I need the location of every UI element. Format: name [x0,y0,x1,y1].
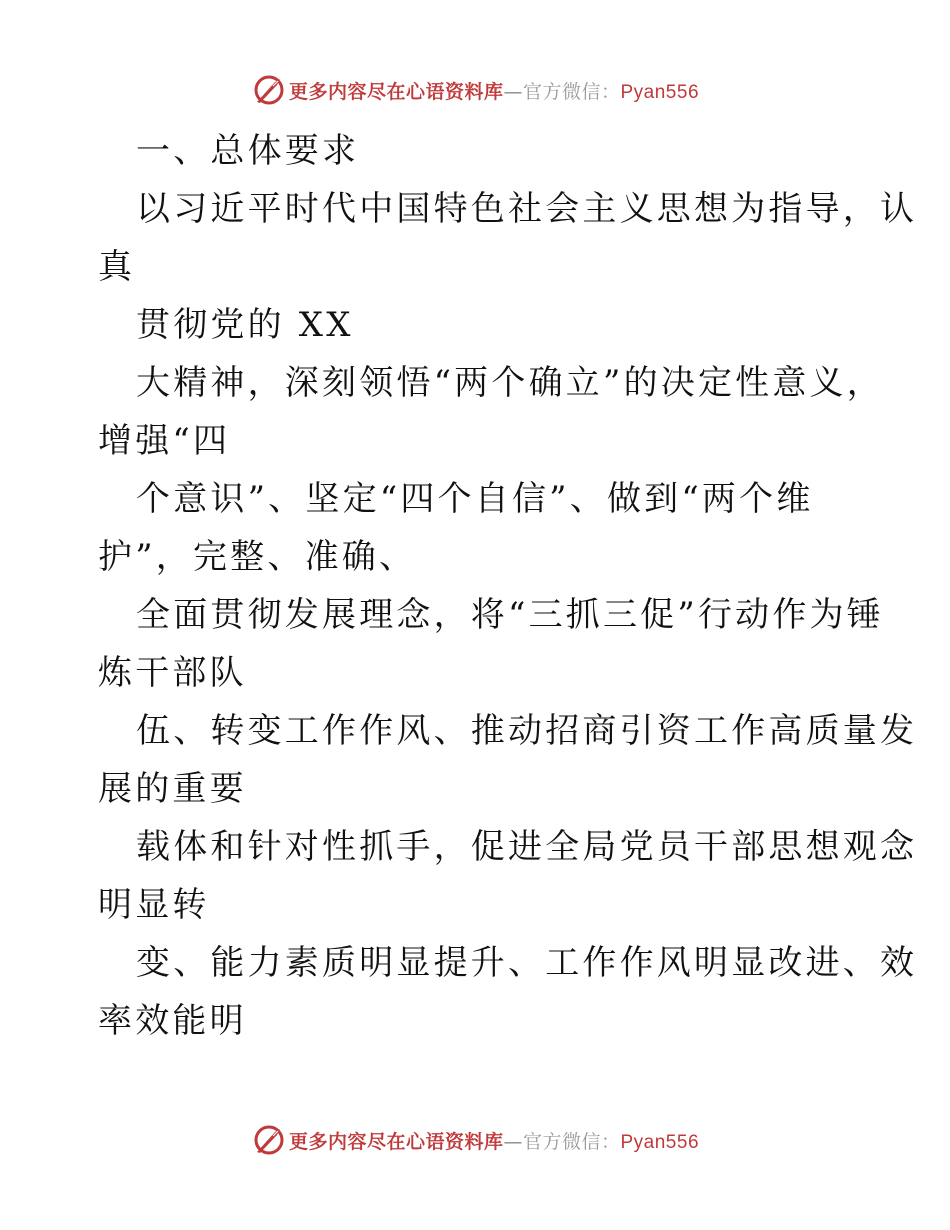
watermark-dash: — [503,80,523,103]
watermark-dash: — [503,1130,523,1153]
watermark-text [289,77,699,104]
watermark-official-label: 官方微信： [522,1130,621,1153]
paragraph-line: 真 [98,247,136,287]
paragraph-line: 明显转 [98,885,210,925]
paragraph-line: 载体和针对性抓手，促进全局党员干部思想观念 [136,827,918,867]
paragraph-line: 护”，完整、准确、 [98,537,417,577]
watermark-brand: 更多内容尽在心语资料库 [288,80,504,103]
paragraph-line: 大精神，深刻领悟“两个确立”的决定性意义， [136,363,884,403]
paragraph-line: 全面贯彻发展理念，将“三抓三促”行动作为锤 [136,595,884,635]
document-body [98,122,918,1050]
watermark-text [289,1127,699,1154]
paragraph-line: 展的重要 [98,769,247,809]
watermark-brand: 更多内容尽在心语资料库 [288,1130,504,1153]
paragraph-line: 炼干部队 [98,653,247,693]
paragraph-line: 个意识”、坚定“四个自信”、做到“两个维 [136,479,814,519]
footer-watermark [0,1120,950,1160]
watermark-official-label: 官方微信： [522,80,621,103]
header-watermark [0,70,950,110]
paragraph-line: 以习近平时代中国特色社会主义思想为指导，认 [136,189,918,229]
watermark-wechat-id: Pyan556 [620,1131,700,1153]
paragraph-line: 率效能明 [98,1001,247,1041]
quill-pen-logo-icon [251,72,287,108]
watermark-wechat-id: Pyan556 [620,81,700,103]
paragraph-line: 伍、转变工作作风、推动招商引资工作高质量发 [136,711,918,751]
paragraph-line: 贯彻党的 XX [136,305,354,345]
quill-pen-logo-icon [251,1122,287,1158]
section-heading: 一、总体要求 [136,131,360,171]
paragraph-line: 变、能力素质明显提升、工作作风明显改进、效 [136,943,918,983]
paragraph-line: 增强“四 [98,421,231,461]
